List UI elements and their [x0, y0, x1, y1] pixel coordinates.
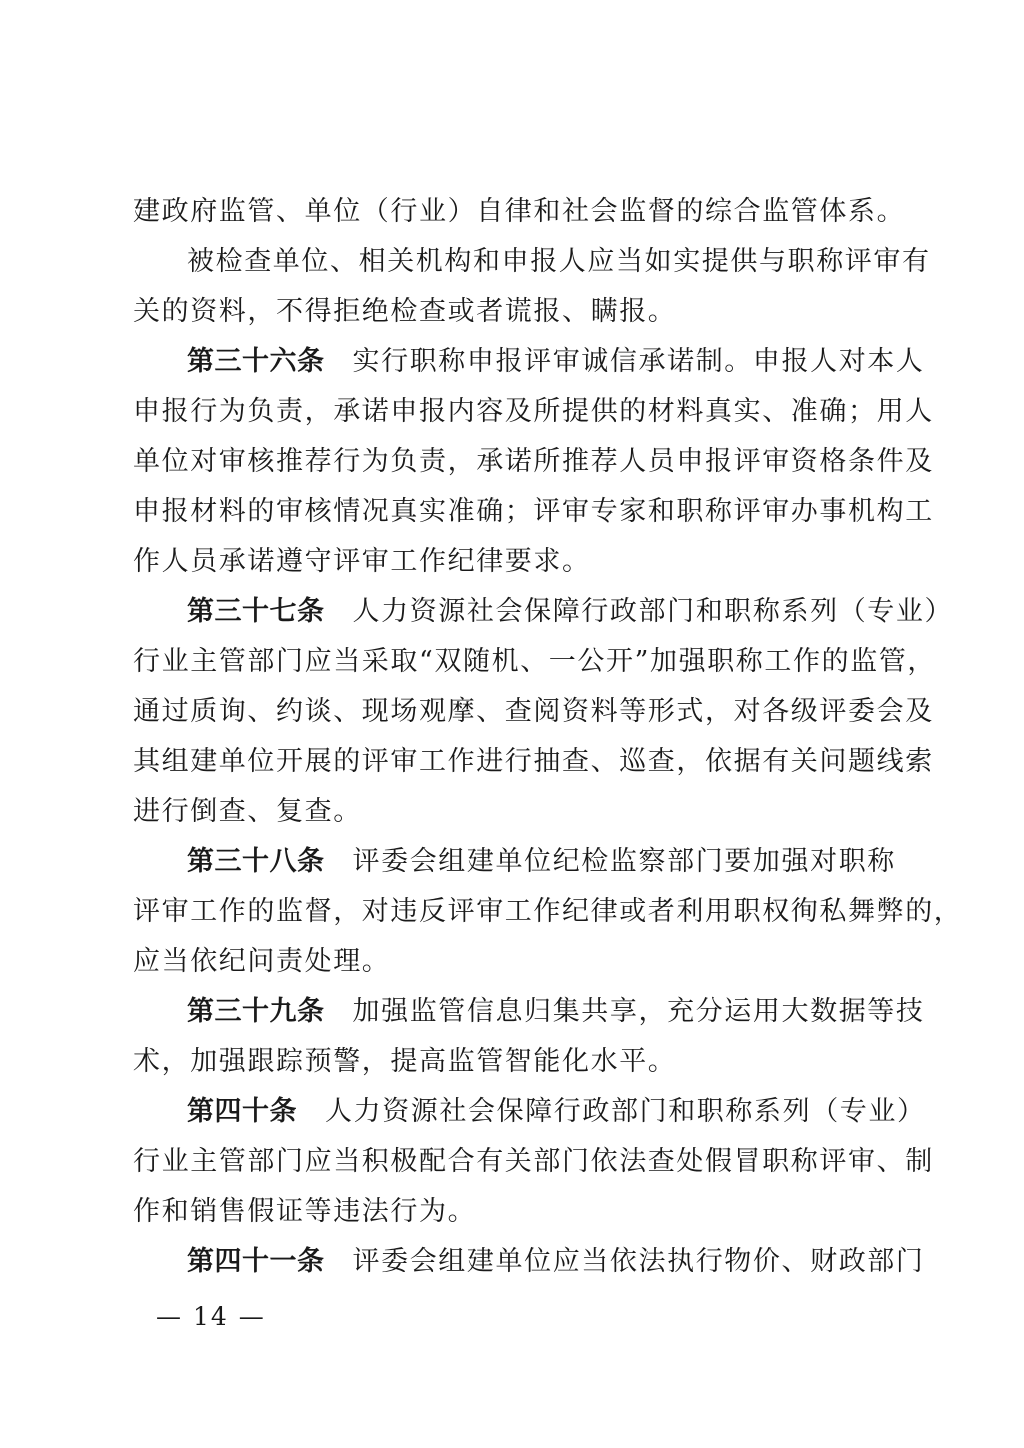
article-heading: 第三十七条 — [187, 596, 325, 627]
article-line — [133, 337, 925, 387]
article-line — [133, 1237, 925, 1287]
text-line — [133, 887, 963, 937]
text-line — [133, 937, 895, 987]
line-text: 通过质询、约谈、现场观摩、查阅资料等形式，对各级评委会及 — [133, 696, 934, 727]
line-text: 行业主管部门应当积极配合有关部门依法查处假冒职称评审、制 — [133, 1146, 934, 1177]
text-line — [133, 1037, 895, 1087]
article-heading: 第三十九条 — [187, 996, 325, 1027]
article-line — [133, 1087, 926, 1137]
line-text: 作人员承诺遵守评审工作纪律要求。 — [133, 546, 591, 577]
line-text: 评审工作的监督，对违反评审工作纪律或者利用职权徇私舞弊的， — [133, 896, 963, 927]
text-line — [133, 537, 895, 587]
line-text: 作和销售假证等违法行为。 — [133, 1196, 477, 1227]
line-text: 单位对审核推荐行为负责，承诺所推荐人员申报评审资格条件及 — [133, 446, 934, 477]
text-line — [133, 187, 906, 237]
text-line — [133, 237, 931, 287]
line-text: 关的资料，不得拒绝检查或者谎报、瞒报。 — [133, 296, 677, 327]
line-text: 申报材料的审核情况真实准确；评审专家和职称评审办事机构工 — [133, 496, 934, 527]
article-heading: 第三十六条 — [187, 346, 325, 377]
line-text: 申报行为负责，承诺申报内容及所提供的材料真实、准确；用人 — [133, 396, 934, 427]
page-number: — 14 — — [156, 1302, 266, 1331]
text-line — [133, 437, 934, 487]
article-heading: 第四十条 — [187, 1096, 297, 1127]
line-text: 加强监管信息归集共享，充分运用大数据等技 — [352, 996, 925, 1027]
text-line — [133, 737, 934, 787]
document-body — [133, 187, 963, 1287]
line-text: 进行倒查、复查。 — [133, 796, 362, 827]
line-text: 人力资源社会保障行政部门和职称系列（专业） — [325, 1096, 926, 1127]
text-line — [133, 287, 895, 337]
text-line — [133, 787, 895, 837]
text-line — [133, 637, 937, 687]
line-text: 被检查单位、相关机构和申报人应当如实提供与职称评审有 — [187, 246, 931, 277]
article-heading: 第四十一条 — [187, 1246, 325, 1277]
article-line — [133, 587, 954, 637]
text-line — [133, 1137, 934, 1187]
text-line — [133, 387, 934, 437]
line-text: 评委会组建单位纪检监察部门要加强对职称 — [352, 846, 896, 877]
article-line — [133, 987, 925, 1037]
line-text: 其组建单位开展的评审工作进行抽查、巡查，依据有关问题线索 — [133, 746, 934, 777]
article-heading: 第三十八条 — [187, 846, 325, 877]
text-line — [133, 1187, 895, 1237]
line-text: 人力资源社会保障行政部门和职称系列（专业） — [352, 596, 954, 627]
line-text: 实行职称申报评审诚信承诺制。申报人对本人 — [352, 346, 925, 377]
line-text: 行业主管部门应当采取“双随机、一公开”加强职称工作的监管， — [133, 646, 937, 677]
text-line — [133, 687, 934, 737]
article-line — [133, 837, 895, 887]
line-text: 评委会组建单位应当依法执行物价、财政部门 — [352, 1246, 925, 1277]
text-line — [133, 487, 934, 537]
line-text: 术，加强跟踪预警，提高监管智能化水平。 — [133, 1046, 677, 1077]
line-text: 建政府监管、单位（行业）自律和社会监督的综合监管体系。 — [133, 196, 906, 227]
line-text: 应当依纪问责处理。 — [133, 946, 391, 977]
